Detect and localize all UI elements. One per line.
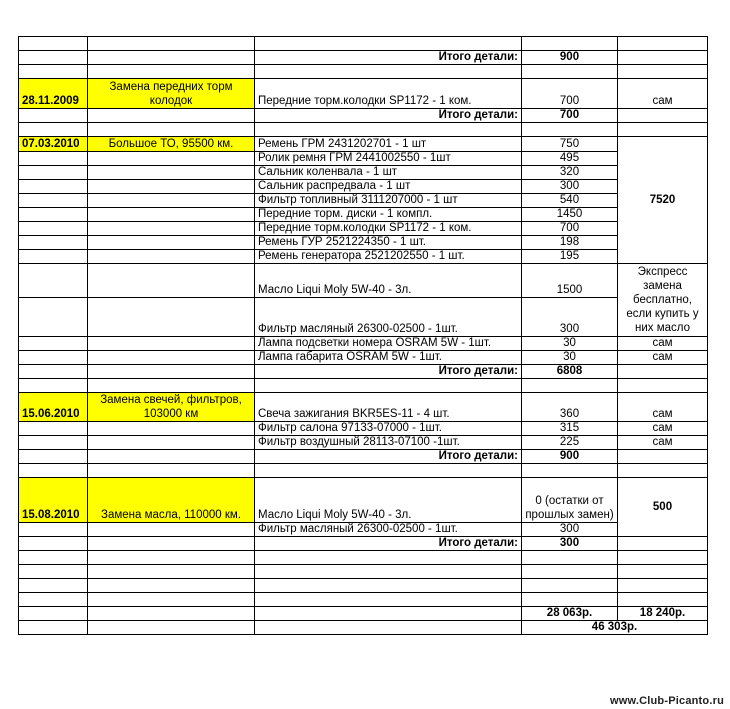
labor-total: 500 [618, 478, 708, 537]
part-row [19, 180, 715, 194]
subtotal-value: 300 [522, 537, 618, 551]
part-name: Передние торм. диски - 1 компл. [255, 208, 522, 222]
service-log-table [18, 36, 715, 635]
labor-note: сам [618, 422, 708, 436]
blank-row [19, 565, 715, 579]
part-name: Передние торм.колодки SP1172 - 1 ком. [255, 79, 522, 109]
service-date: 15.06.2010 [19, 393, 88, 422]
blank-row [19, 464, 715, 478]
grand-total-row [19, 621, 715, 635]
blank-row [19, 65, 715, 79]
part-name: Лампа подсветки номера OSRAM 5W - 1шт. [255, 337, 522, 351]
blank-row [19, 551, 715, 565]
service-date: 28.11.2009 [19, 79, 88, 109]
part-row [19, 351, 715, 365]
part-row [19, 194, 715, 208]
labor-note: сам [618, 351, 708, 365]
labor-grand-total: 18 240р. [618, 607, 708, 621]
part-price: 540 [522, 194, 618, 208]
service-row [19, 79, 715, 109]
part-price: 300 [522, 523, 618, 537]
part-row [19, 298, 715, 337]
labor-note: Экспресс замена бесплатно, если купить у них масло [618, 264, 708, 337]
service-row [19, 393, 715, 422]
part-row [19, 166, 715, 180]
part-row [19, 250, 715, 264]
part-name: Ремень генератора 2521202550 - 1 шт. [255, 250, 522, 264]
part-price: 320 [522, 166, 618, 180]
part-price: 225 [522, 436, 618, 450]
service-description: Замена передних торм колодок [88, 79, 255, 109]
subtotal-label: Итого детали: [255, 537, 522, 551]
subtotal-label: Итого детали: [255, 365, 522, 379]
subtotal-row [19, 450, 715, 464]
part-price: 315 [522, 422, 618, 436]
part-price: 30 [522, 351, 618, 365]
part-name: Фильтр топливный 3111207000 - 1 шт [255, 194, 522, 208]
labor-note: сам [618, 393, 708, 422]
part-price: 198 [522, 236, 618, 250]
service-row [19, 478, 715, 523]
blank-row [19, 579, 715, 593]
part-row [19, 422, 715, 436]
part-row [19, 222, 715, 236]
part-name: Масло Liqui Moly 5W-40 - 3л. [255, 264, 522, 298]
part-price: 495 [522, 152, 618, 166]
subtotal-row [19, 537, 715, 551]
service-description: Большое ТО, 95500 км. [88, 137, 255, 152]
part-name: Передние торм.колодки SP1172 - 1 ком. [255, 222, 522, 236]
part-name: Фильтр масляный 26300-02500 - 1шт. [255, 298, 522, 337]
part-row [19, 236, 715, 250]
labor-note: сам [618, 337, 708, 351]
part-price: 700 [522, 222, 618, 236]
subtotal-label: Итого детали: [255, 450, 522, 464]
part-name: Свеча зажигания BKR5ES-11 - 4 шт. [255, 393, 522, 422]
part-price: 750 [522, 137, 618, 152]
part-price: 300 [522, 180, 618, 194]
part-name: Фильтр масляный 26300-02500 - 1шт. [255, 523, 522, 537]
subtotal-value: 900 [522, 51, 618, 65]
grand-total: 46 303р. [522, 621, 708, 635]
blank-row [19, 593, 715, 607]
totals-row [19, 607, 715, 621]
part-name: Фильтр воздушный 28113-07100 -1шт. [255, 436, 522, 450]
part-name: Сальник коленвала - 1 шт [255, 166, 522, 180]
part-price: 30 [522, 337, 618, 351]
part-name: Масло Liqui Moly 5W-40 - 3л. [255, 478, 522, 523]
subtotal-row [19, 109, 715, 123]
part-price: 1500 [522, 264, 618, 298]
part-price: 360 [522, 393, 618, 422]
part-row [19, 337, 715, 351]
part-row [19, 436, 715, 450]
part-name: Лампа габарита OSRAM 5W - 1шт. [255, 351, 522, 365]
part-name: Ролик ремня ГРМ 2441002550 - 1шт [255, 152, 522, 166]
subtotal-label: Итого детали: [255, 51, 522, 65]
service-description: Замена масла, 110000 км. [88, 478, 255, 523]
parts-total: 28 063р. [522, 607, 618, 621]
subtotal-value: 700 [522, 109, 618, 123]
part-price: 195 [522, 250, 618, 264]
service-date: 07.03.2010 [19, 137, 88, 152]
subtotal-value: 900 [522, 450, 618, 464]
part-name: Ремень ГРМ 2431202701 - 1 шт [255, 137, 522, 152]
labor-note: сам [618, 79, 708, 109]
subtotal-label: Итого детали: [255, 109, 522, 123]
blank-row [19, 123, 715, 137]
subtotal-row [19, 51, 715, 65]
site-watermark: www.Club-Picanto.ru [609, 695, 724, 707]
service-row [19, 137, 715, 152]
service-date: 15.08.2010 [19, 478, 88, 523]
part-name: Фильтр салона 97133-07000 - 1шт. [255, 422, 522, 436]
part-price: 700 [522, 79, 618, 109]
labor-total: 7520 [618, 137, 708, 264]
service-description: Замена свечей, фильтров, 103000 км [88, 393, 255, 422]
part-price: 1450 [522, 208, 618, 222]
subtotal-row [19, 365, 715, 379]
part-row [19, 152, 715, 166]
labor-note: сам [618, 436, 708, 450]
part-name: Ремень ГУР 2521224350 - 1 шт. [255, 236, 522, 250]
blank-row [19, 37, 715, 51]
part-price: 0 (остатки от прошлых замен) [522, 478, 618, 523]
part-name: Сальник распредвала - 1 шт [255, 180, 522, 194]
part-row [19, 264, 715, 298]
subtotal-value: 6808 [522, 365, 618, 379]
part-price: 300 [522, 298, 618, 337]
blank-row [19, 379, 715, 393]
part-row [19, 208, 715, 222]
part-row [19, 523, 715, 537]
